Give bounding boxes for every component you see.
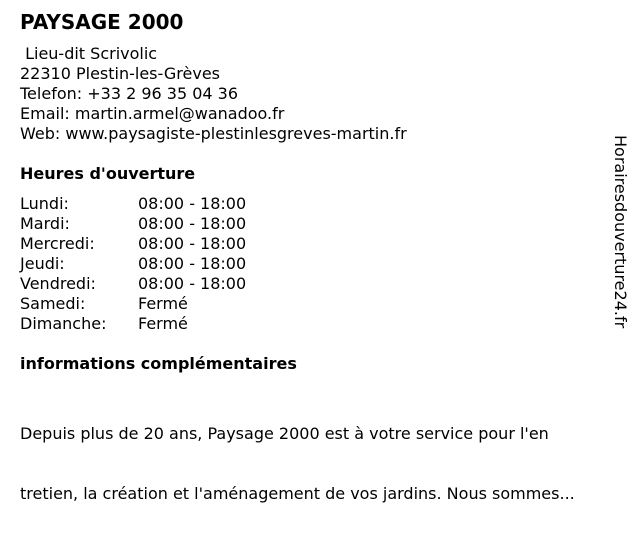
time-value: Fermé [138,314,188,333]
description-line: Depuis plus de 20 ans, Paysage 2000 est à votre service pour l'en [20,424,549,443]
time-value: 08:00 - 18:00 [138,214,247,233]
day-label: Lundi: [20,194,69,213]
opening-hours-heading: Heures d'ouverture [20,164,196,183]
day-label: Jeudi: [20,254,65,273]
day-label: Mardi: [20,214,70,233]
email-address: Email: martin.armel@wanadoo.fr [20,104,285,123]
time-value: 08:00 - 18:00 [138,194,247,213]
description-text [20,384,630,544]
city-address: 22310 Plestin-les-Grèves [20,64,220,83]
day-label: Dimanche: [20,314,107,333]
contact-block [20,44,407,144]
time-value: 08:00 - 18:00 [138,234,247,253]
day-label: Mercredi: [20,234,95,253]
time-value: 08:00 - 18:00 [138,274,247,293]
website-address: Web: www.paysagiste-plestinlesgreves-martin.fr [20,124,407,143]
description-line: tretien, la création et l'aménagement de vos jardins. Nous sommes... [20,484,575,503]
time-value: Fermé [138,294,188,313]
time-value: 08:00 - 18:00 [138,254,247,273]
day-label: Vendredi: [20,274,96,293]
site-watermark: Horairesdouverture24.fr [611,135,630,329]
additional-info-heading: informations complémentaires [20,354,297,373]
phone-number: Telefon: +33 2 96 35 04 36 [20,84,239,103]
street-address: Lieu-dit Scrivolic [20,44,158,63]
day-label: Samedi: [20,294,86,313]
business-name: PAYSAGE 2000 [20,10,184,34]
